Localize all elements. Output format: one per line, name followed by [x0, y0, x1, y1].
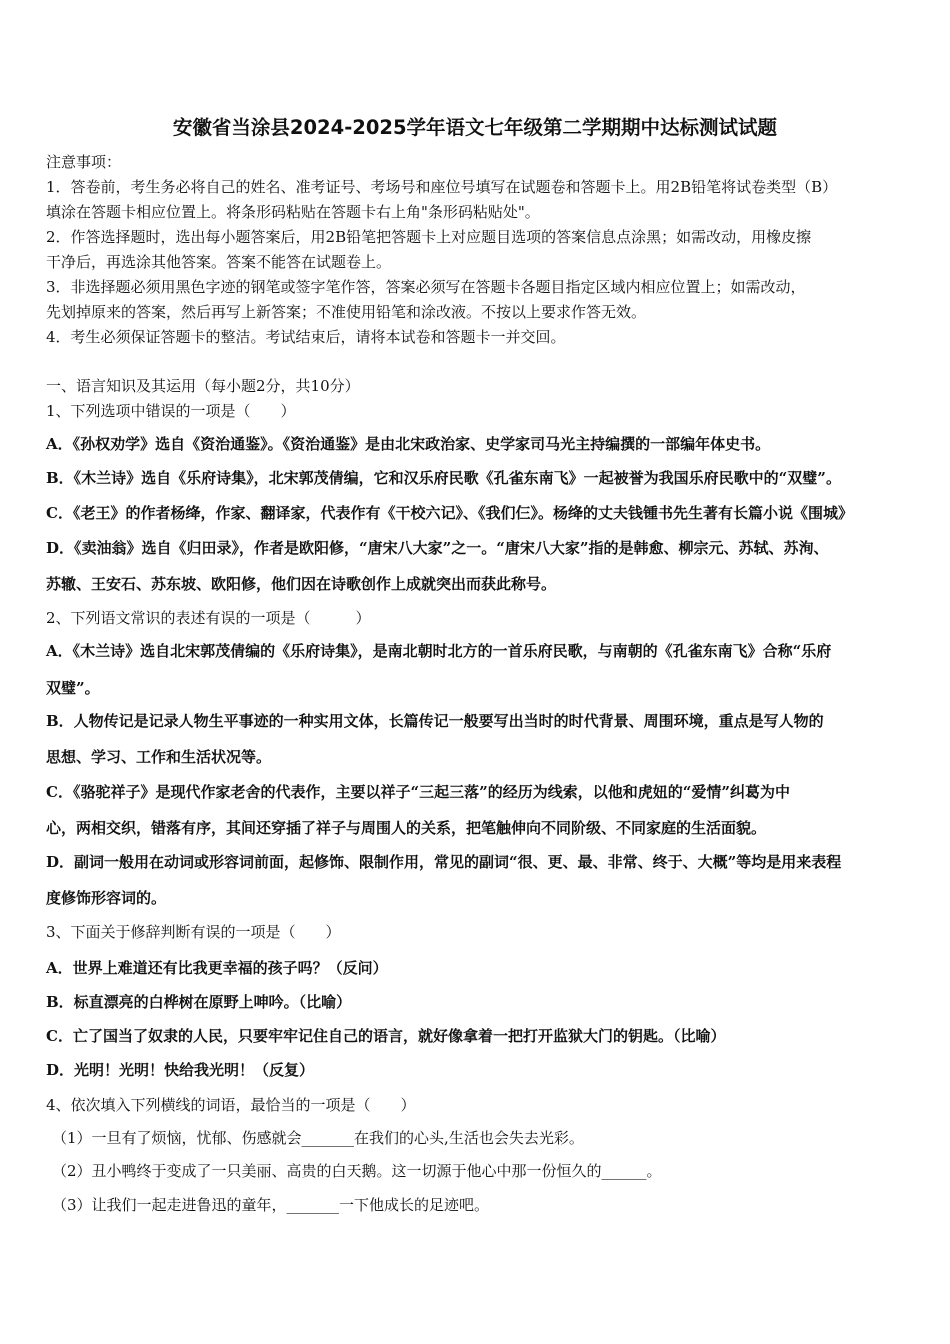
question-2-stem: 2、下列语文常识的表述有误的一项是（ ）	[46, 609, 371, 627]
question-1-option-b: B．《木兰诗》选自《乐府诗集》，北宋郭茂倩编，它和汉乐府民歌《孔雀东南飞》一起被誉为我国乐府民歌中的“双璧”。	[46, 469, 841, 487]
question-1-option-d-cont: 苏辙、王安石、苏东坡、欧阳修，他们因在诗歌创作上成就突出而获此称号。	[46, 575, 557, 593]
question-4-item: （3）让我们一起走进鲁迅的童年，_______一下他成长的足迹吧。	[52, 1196, 490, 1214]
question-4-item: （1）一旦有了烦恼，忧郁、伤感就会_______在我们的心头,生活也会失去光彩。	[52, 1129, 584, 1147]
notes-line: 3．非选择题必须用黑色字迹的钢笔或签字笔作答，答案必须写在答题卡各题目指定区域内相应位置上；如需改动，	[46, 278, 806, 296]
notes-line: 干净后，再选涂其他答案。答案不能答在试题卷上。	[46, 253, 392, 271]
notes-heading: 注意事项：	[46, 153, 122, 171]
question-2-option-a: A．《木兰诗》选自北宋郭茂倩编的《乐府诗集》，是南北朝时北方的一首乐府民歌，与南朝的《孔雀东南飞》合称“乐府	[46, 642, 832, 660]
question-4-item: （2）丑小鸭终于变成了一只美丽、高贵的白天鹅。这一切源于他心中那一份恒久的______。	[52, 1162, 662, 1180]
notes-line: 4．考生必须保证答题卡的整洁。考试结束后，请将本试卷和答题卡一并交回。	[46, 328, 566, 346]
question-1-option-d: D．《卖油翁》选自《归田录》，作者是欧阳修，“唐宋八大家”之一。“唐宋八大家”指的是韩愈、柳宗元、苏轼、苏洵、	[46, 539, 829, 557]
notes-line: 填涂在答题卡相应位置上。将条形码粘贴在答题卡右上角"条形码粘贴处"。	[46, 203, 540, 221]
exam-title: 安徽省当涂县2024-2025学年语文七年级第二学期期中达标测试试题	[172, 116, 778, 139]
question-2-option-a-cont: 双璧”。	[46, 679, 100, 697]
question-1-option-c: C．《老王》的作者杨绛，作家、翻译家，代表作有《干校六记》、《我们仨》。杨绛的丈夫钱锺书先生著有长篇小说《围城》	[46, 504, 853, 522]
question-4-stem: 4、依次填入下列横线的词语，最恰当的一项是（ ）	[46, 1096, 416, 1114]
notes-line: 先划掉原来的答案，然后再写上新答案；不准使用铅笔和涂改液。不按以上要求作答无效。	[46, 303, 647, 321]
question-3-stem: 3、下面关于修辞判断有误的一项是（ ）	[46, 923, 341, 941]
question-2-option-b-cont: 思想、学习、工作和生活状况等。	[46, 748, 272, 766]
question-2-option-d-cont: 度修饰形容词的。	[46, 889, 167, 907]
question-2-option-d: D．副词一般用在动词或形容词前面，起修饰、限制作用，常见的副词“很、更、最、非常、终于、大概”等均是用来表程	[46, 853, 842, 871]
question-2-option-b: B．人物传记是记录人物生平事迹的一种实用文体，长篇传记一般要写出当时的时代背景、周围环境，重点是写人物的	[46, 712, 824, 730]
notes-line: 2．作答选择题时，选出每小题答案后，用2B铅笔把答题卡上对应题目选项的答案信息点涂黑；如需改动，用橡皮擦	[46, 228, 812, 246]
question-3-option-c: C．亡了国当了奴隶的人民，只要牢牢记住自己的语言，就好像拿着一把打开监狱大门的钥匙。（比喻）	[46, 1027, 726, 1045]
question-3-option-b: B．标直漂亮的白桦树在原野上呻吟。（比喻）	[46, 993, 352, 1011]
question-1-stem: 1、下列选项中错误的一项是（ ）	[46, 402, 296, 420]
notes-line: 1．答卷前，考生务必将自己的姓名、准考证号、考场号和座位号填写在试题卷和答题卡上。用2B铅笔将试卷类型（B）	[46, 178, 838, 196]
question-3-option-a: A．世界上难道还有比我更幸福的孩子吗？（反问）	[46, 959, 388, 977]
question-2-option-c: C．《骆驼祥子》是现代作家老舍的代表作，主要以祥子“三起三落”的经历为线索，以他和虎妞的“爱情”纠葛为中	[46, 783, 790, 801]
question-2-option-c-cont: 心，两相交织，错落有序，其间还穿插了祥子与周围人的关系，把笔触伸向不同阶级、不同家庭的生活面貌。	[46, 819, 767, 837]
question-3-option-d: D．光明！光明！快给我光明！（反复）	[46, 1061, 315, 1079]
section-heading: 一、语言知识及其运用（每小题2分，共10分）	[46, 377, 360, 395]
question-1-option-a: A．《孙权劝学》选自《资治通鉴》。《资治通鉴》是由北宋政治家、史学家司马光主持编撰的一部编年体史书。	[46, 435, 771, 453]
